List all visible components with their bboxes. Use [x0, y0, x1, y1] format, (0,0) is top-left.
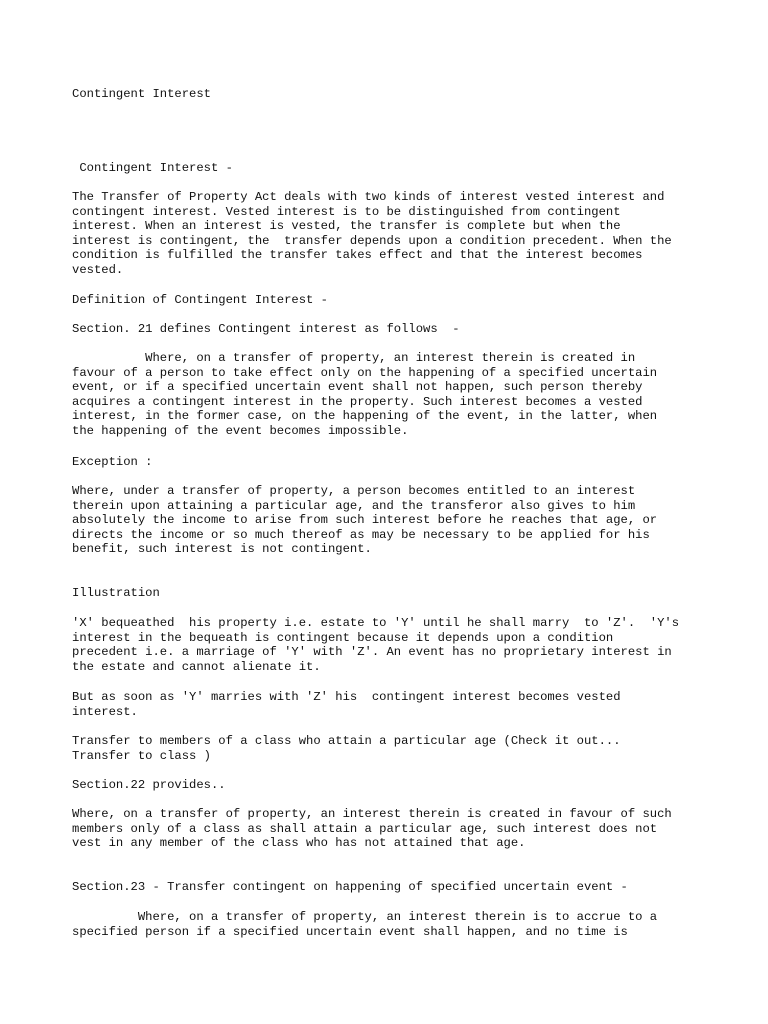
section21-intro: Section. 21 defines Contingent interest as follows - [72, 322, 460, 336]
vested-paragraph: But as soon as 'Y' marries with 'Z' his contingent interest becomes vested interest. [72, 690, 621, 719]
class-note: Transfer to members of a class who attain a particular age (Check it out... Transfer to class ) [72, 734, 621, 763]
illustration-heading: Illustration [72, 586, 160, 600]
definition-heading: Definition of Contingent Interest - [72, 293, 328, 307]
section-heading: Contingent Interest - [72, 161, 233, 175]
intro-paragraph: The Transfer of Property Act deals with two kinds of interest vested interest and contingent interest. Vested interest is to be distinguished from contingent interest. When an interest is vested, the transfer is complete but when the interest is contingent, the transfer depends upon a condition precedent. When the condition is fulfilled the transfer takes effect and that the interest becomes vested. [72, 190, 672, 277]
document-title: Contingent Interest [72, 87, 211, 101]
section21-paragraph: Where, on a transfer of property, an interest therein is created in favour of a person to take effect only on the happening of a specified uncertain event, or if a specified uncertain event shall not happen, such person thereby acquires a contingent interest in the property. Such interest becomes a vested interest, in the former case, on the happening of the event, in the latter, when the happening of the event becomes impossible. [72, 351, 658, 438]
exception-heading: Exception : [72, 455, 153, 469]
exception-paragraph: Where, under a transfer of property, a person becomes entitled to an interest therein upon attaining a particular age, and the transferor also gives to him absolutely the income to arise from such interest before he reaches that age, or directs the income or so much thereof as may be necessary to be applied for his benefit, such interest is not contingent. [72, 484, 658, 557]
illustration-paragraph: 'X' bequeathed his property i.e. estate to 'Y' until he shall marry to 'Z'. 'Y's interest in the bequeath is contingent because it depends upon a condition precedent i.e. a marriage of 'Y' with 'Z'. An event has no proprietary interest in the estate and cannot alienate it. [72, 616, 680, 674]
section23-paragraph: Where, on a transfer of property, an interest therein is to accrue to a specified person if a specified uncertain event shall happen, and no time is [72, 910, 658, 939]
section22-paragraph: Where, on a transfer of property, an interest therein is created in favour of such members only of a class as shall attain a particular age, such interest does not vest in any member of the class who has not attained that age. [72, 807, 672, 851]
section23-heading: Section.23 - Transfer contingent on happening of specified uncertain event - [72, 880, 628, 894]
section22-intro: Section.22 provides.. [72, 778, 226, 792]
